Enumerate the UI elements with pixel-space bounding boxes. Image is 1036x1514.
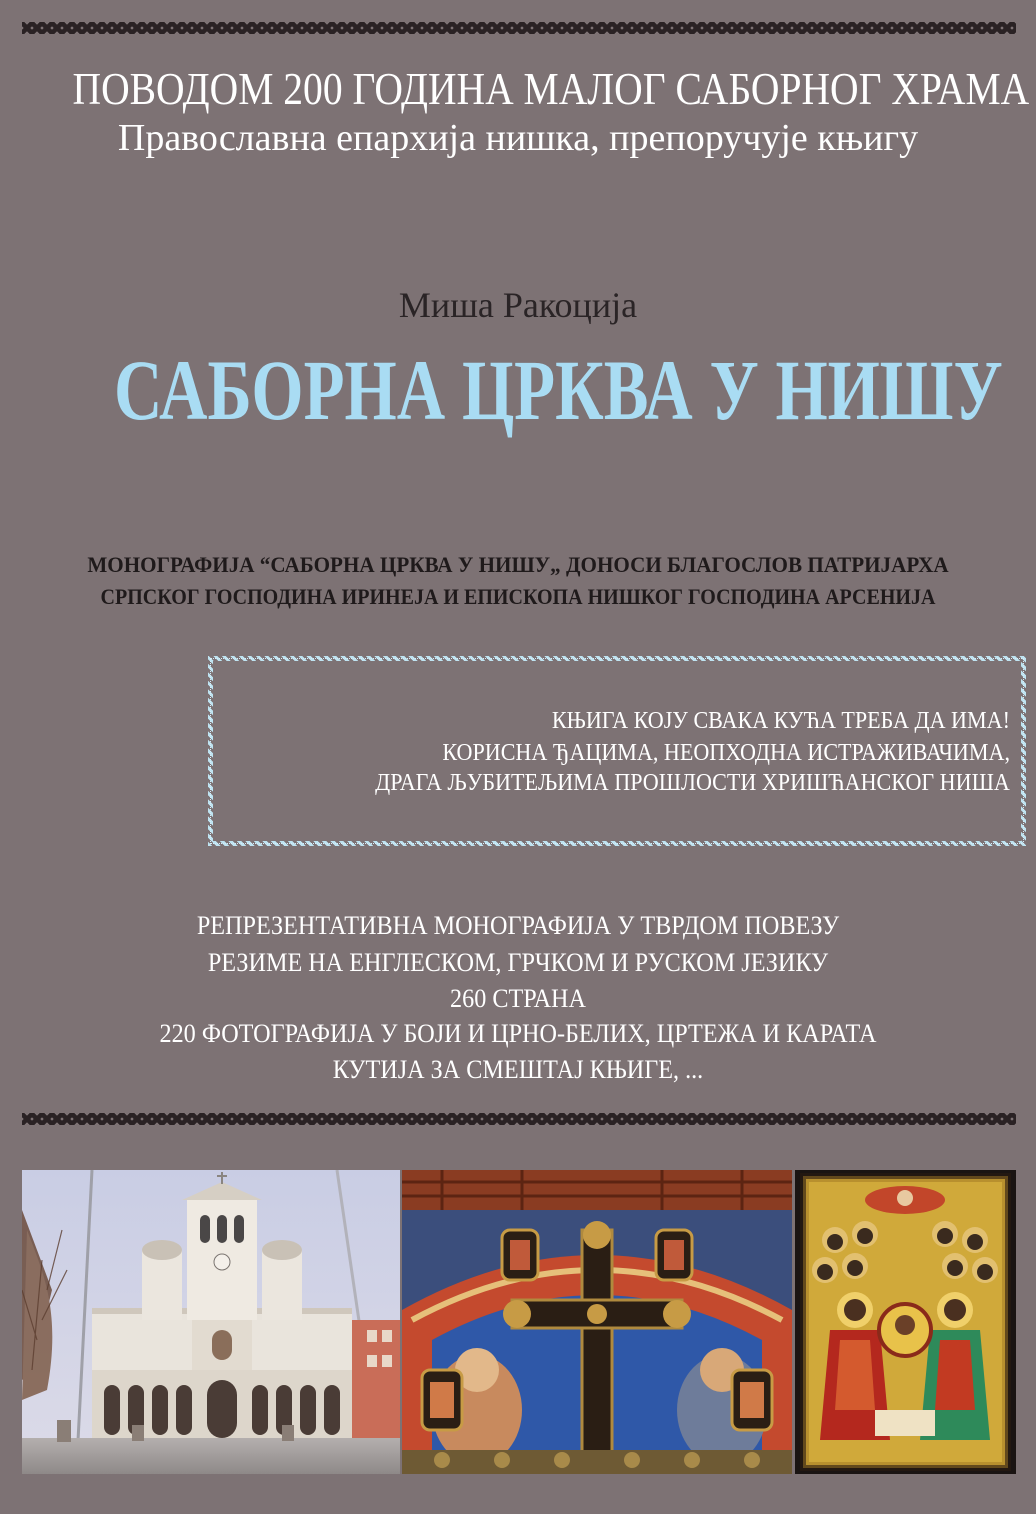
icon-photo: [795, 1170, 1016, 1474]
blessing-line-2: СРПСКОГ ГОСПОДИНА ИРИНЕЈА И ЕПИСКОПА НИШКОГ ГОСПОДИНА АРСЕНИЈА: [100, 584, 936, 609]
cross-photo: [402, 1170, 792, 1474]
detail-line-5: КУТИЈА ЗА СМЕШТАЈ КЊИГЕ, ...: [332, 1055, 704, 1084]
detail-line-2: РЕЗИМЕ НА ЕНГЛЕСКОМ, ГРЧКОМ И РУСКОМ ЈЕЗИКУ: [207, 948, 829, 977]
bottom-divider: [22, 1113, 1016, 1125]
blessing-line-1: МОНОГРАФИЈА “САБОРНА ЦРКВА У НИШУ„ ДОНОСИ БЛАГОСЛОВ ПАТРИЈАРХА: [87, 552, 949, 577]
heading-eparchy: Православна епархија нишка, препоручује књигу: [117, 117, 919, 159]
promo-line-3: ДРАГА ЉУБИТЕЉИМА ПРОШЛОСТИ ХРИШЋАНСКОГ НИША: [375, 770, 1010, 796]
top-divider: [22, 22, 1016, 34]
book-author: Миша Ракоција: [398, 285, 638, 325]
detail-line-3: 260 СТРАНА: [450, 984, 586, 1013]
detail-line-4: 220 ФОТОГРАФИЈА У БОЈИ И ЦРНО-БЕЛИХ, ЦРТЕЖА И КАРАТА: [159, 1019, 877, 1048]
promo-line-2: КОРИСНА ЂАЦИМА, НЕОПХОДНА ИСТРАЖИВАЧИМА,: [442, 740, 1010, 766]
detail-line-1: РЕПРЕЗЕНТАТИВНА МОНОГРАФИЈА У ТВРДОМ ПОВЕЗУ: [196, 911, 840, 940]
book-title: САБОРНА ЦРКВА У НИШУ: [113, 342, 1003, 438]
cathedral-photo: [22, 1170, 400, 1474]
heading-anniversary: ПОВОДОМ 200 ГОДИНА МАЛОГ САБОРНОГ ХРАМА: [72, 63, 1030, 114]
promo-line-1: КЊИГА КОЈУ СВАКА КУЋА ТРЕБА ДА ИМА!: [551, 708, 1010, 734]
